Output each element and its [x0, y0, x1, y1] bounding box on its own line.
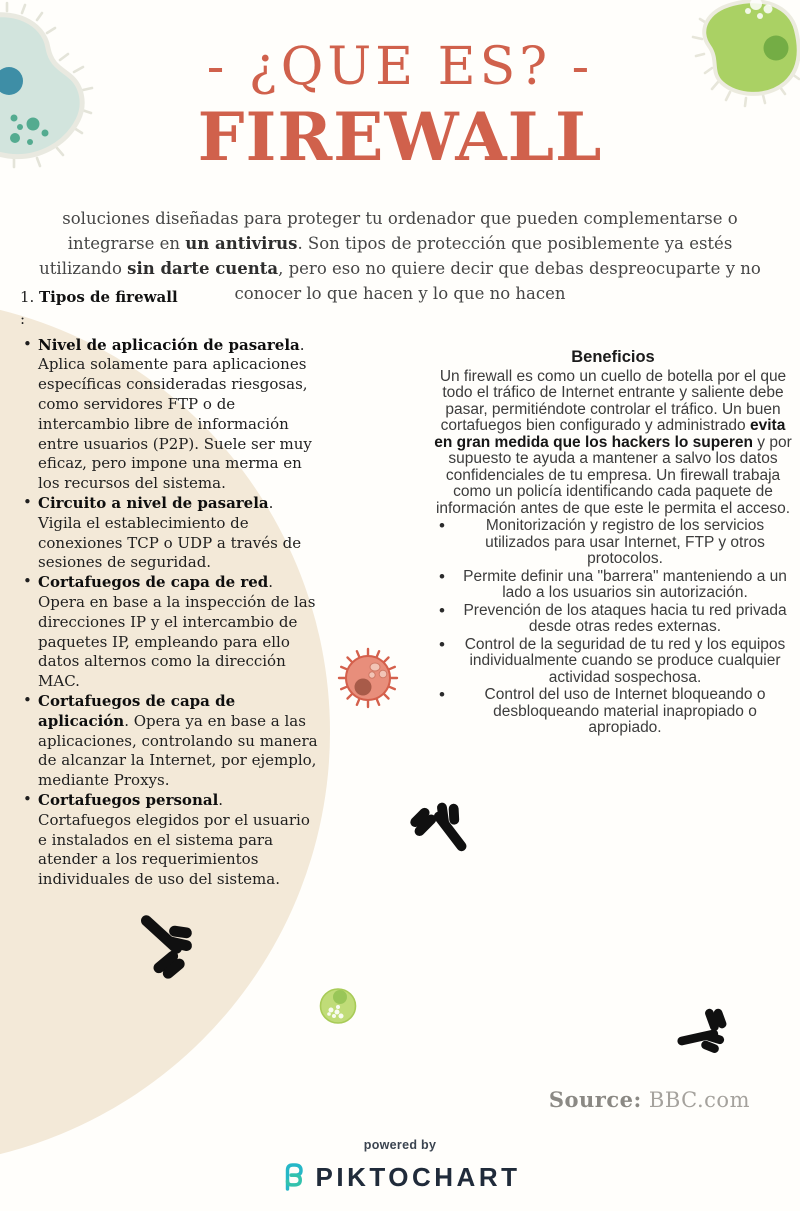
bullet-glyph: •	[439, 516, 445, 535]
list-item	[433, 566, 793, 602]
section-heading	[20, 288, 320, 308]
list-item-text: Permite definir una "barrera" manteniendo a un lado a los usuarios sin autorización.	[463, 567, 787, 601]
list-item-text: Prevención de los ataques hacia tu red privada desde otras redes externas.	[463, 601, 787, 635]
list-item-term: Nivel de aplicación de pasarela	[38, 335, 300, 354]
intro-bold: un antivirus	[185, 233, 298, 253]
benefits-text: Un firewall es como un cuello de botella por el que todo el tráfico de Internet entrante y saliente debe pasar, permitiéndote controlar el tráfico. Un buen cortafuegos bien configurado y administrado	[439, 367, 787, 434]
list-item	[20, 573, 320, 692]
list-item-text: . Vigila el establecimiento de conexiones TCP o UDP a través de sesiones de seguridad.	[38, 493, 302, 572]
piktochart-logo[interactable]	[0, 1157, 800, 1197]
title-block	[0, 36, 800, 176]
benefits-bold: evita en gran medida que los hackers lo superen	[434, 417, 786, 451]
bullet-glyph: •	[23, 572, 32, 591]
benefits-text: y por supuesto te ayuda a mantener a salvo los datos confidenciales de tu empresa. Un firewall trabaja como un policía identificando cada paquete de información antes de que este le permita el acceso.	[435, 433, 792, 517]
benefits-list	[433, 518, 793, 737]
list-item	[20, 336, 320, 494]
antibody-icon	[666, 990, 743, 1067]
title-kicker: - ¿QUE ES? -	[206, 37, 594, 97]
colon-line: :	[20, 309, 26, 328]
bullet-glyph: •	[23, 789, 32, 808]
bullet-glyph: •	[23, 334, 32, 353]
intro-text: . Son tipos de protección que posiblemente ya estés utilizando	[39, 233, 733, 278]
footer	[0, 1138, 800, 1197]
bullet-glyph: •	[23, 690, 32, 709]
source-value: BBC.com	[648, 1088, 750, 1112]
antibody-icon	[405, 795, 471, 861]
section-heading: Beneficios	[571, 348, 655, 366]
benefits-paragraph	[433, 369, 793, 518]
powered-by-label: powered by	[363, 1138, 437, 1152]
list-number: 1.	[20, 288, 35, 306]
benefits-section	[433, 349, 793, 738]
list-item-text: . Opera en base a la inspección de las direcciones IP y el intercambio de paquetes IP, empleando para ello datos alternos como la dirección MAC.	[38, 573, 316, 691]
bullet-glyph: •	[439, 685, 445, 704]
list-item-text: . Opera ya en base a las aplicaciones, controlando su manera de alcanzar la Internet, por ejemplo, mediante Proxys.	[38, 711, 318, 790]
list-item	[433, 687, 793, 737]
intro-bold: sin darte cuenta	[127, 258, 279, 278]
bullet-glyph: •	[23, 492, 32, 511]
list-item-text: . Cortafuegos elegidos por el usuario e instalados en el sistema para atender a los requerimientos individuales de uso del sistema.	[38, 790, 310, 889]
list-item	[433, 600, 793, 636]
list-item-term: Circuito a nivel de pasarela	[38, 493, 269, 512]
intro-text: , pero eso no quiere decir que debas despreocuparte y no conocer lo que hacen y lo que no hacen	[234, 258, 761, 303]
list-item	[433, 518, 793, 568]
list-item	[20, 494, 320, 573]
source-credit	[549, 1087, 750, 1112]
list-item	[20, 692, 320, 791]
list-item-text: Monitorización y registro de los servicios utilizados para usar Internet, FTP y otros protocolos.	[485, 517, 765, 567]
section-heading-label: Tipos de firewall	[39, 288, 178, 306]
list-item-term: Cortafuegos de capa de red	[38, 573, 269, 592]
bullet-glyph: •	[439, 634, 445, 654]
list-item-term: Cortafuegos de capa de aplicación	[38, 691, 236, 730]
list-item-term: Cortafuegos personal	[38, 790, 219, 809]
green-cell-icon	[313, 983, 363, 1033]
firewall-types-section	[20, 288, 320, 890]
list-item-text: Control del uso de Internet bloqueando o desbloqueando material inapropiado o apropiado.	[484, 686, 766, 736]
list-item	[433, 634, 793, 687]
bullet-glyph: •	[439, 600, 445, 620]
list-item	[20, 791, 320, 890]
firewall-types-list	[20, 336, 320, 890]
page-title: FIREWALL	[197, 98, 603, 176]
coral-virus-icon	[333, 643, 403, 713]
piktochart-wordmark: PIKTOCHART	[315, 1161, 521, 1192]
intro-text: soluciones diseñadas para proteger tu ordenador que pueden complementarse o integrarse en	[62, 208, 738, 253]
bullet-glyph: •	[439, 566, 445, 586]
list-item-text: . Aplica solamente para aplicaciones específicas consideradas riesgosas, como servidores FTP o de intercambio libre de información entre usuarios (P2P). Suele ser muy eficaz, pero impone una merma en los recursos del sistema.	[38, 335, 312, 493]
source-label: Source:	[548, 1087, 642, 1112]
piktochart-p-icon	[280, 1157, 307, 1197]
list-item-text: Control de la seguridad de tu red y los equipos individualmente cuando se produce cualquier actividad sospechosa.	[464, 635, 786, 686]
antibody-icon	[125, 909, 203, 987]
